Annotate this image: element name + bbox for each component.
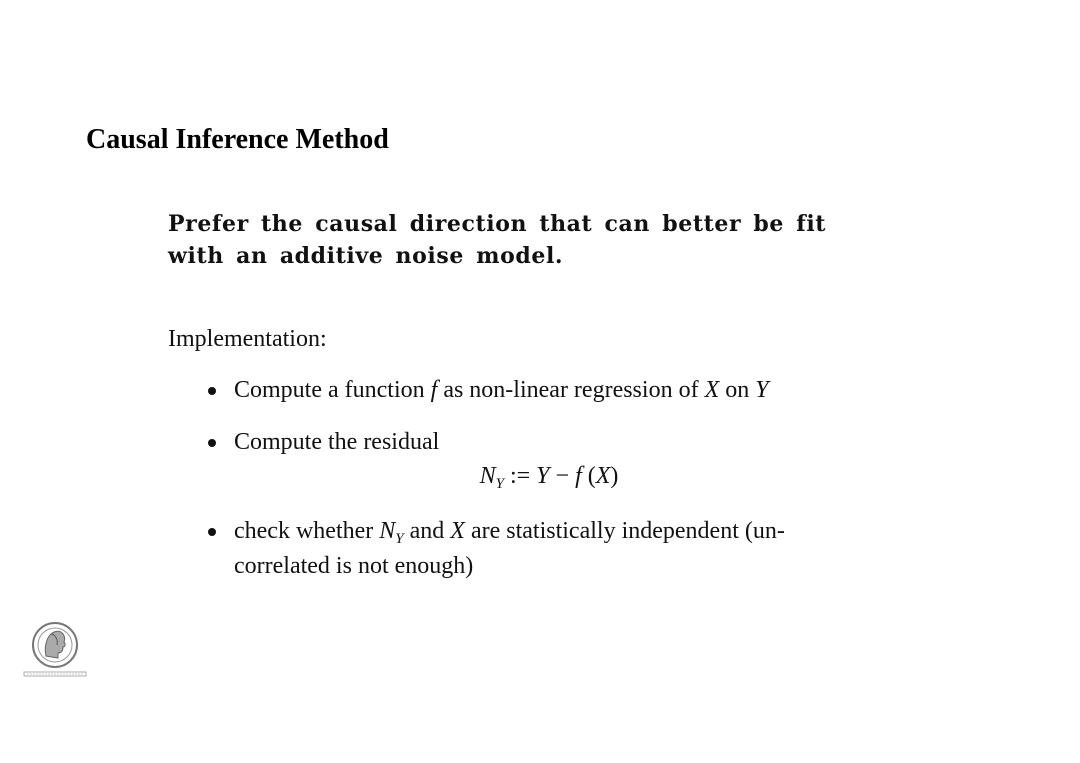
institute-seal-icon — [22, 620, 88, 678]
list-item: check whether $N_Y$ and X are statistically independent (un- correlated is not enough) — [204, 515, 924, 582]
bullet-icon — [208, 387, 216, 395]
list-item: Compute the residual $N_Y$ := Y − f (X) — [204, 426, 924, 495]
implementation-list — [204, 374, 924, 582]
slide-title: Causal Inference Method — [86, 124, 389, 155]
lead-line-2: with an additive noise model. — [168, 243, 564, 269]
lead-statement — [168, 208, 868, 272]
lead-line-1: Prefer the causal direction that can better be fit — [168, 211, 827, 237]
bullet-icon — [208, 528, 216, 536]
residual-formula: $N_Y$ := Y − f (X) — [479, 463, 619, 492]
list-item: Compute a function f as non-linear regression of X on Y — [204, 374, 924, 406]
implementation-label: Implementation: — [168, 326, 327, 352]
bullet-icon — [208, 439, 216, 447]
